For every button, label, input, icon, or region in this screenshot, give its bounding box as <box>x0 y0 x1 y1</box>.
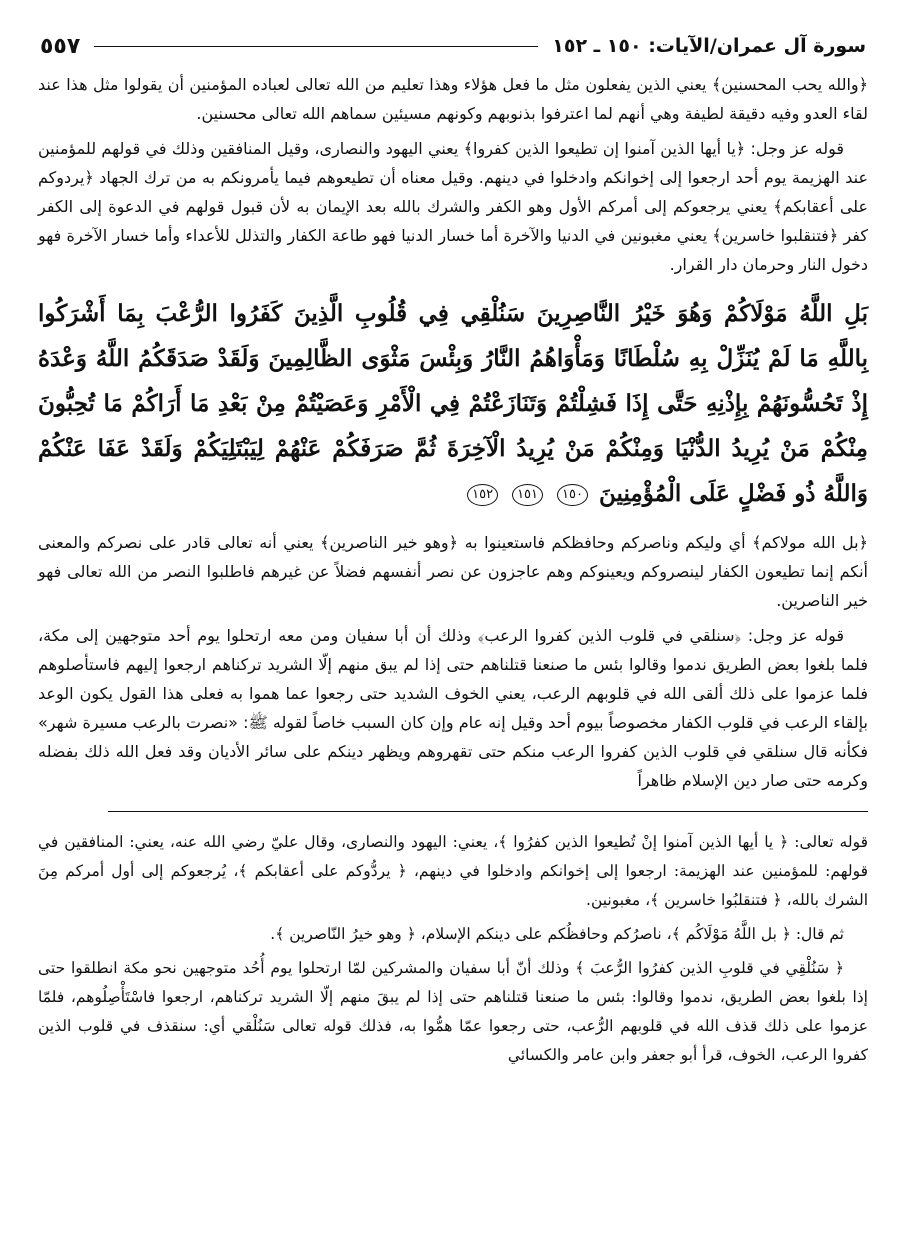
ayah-number-152: ١٥٢ <box>467 484 498 506</box>
quran-text: بَلِ اللَّهُ مَوْلَاكُمْ وَهُوَ خَيْرُ النَّاصِرِينَ سَنُلْقِي فِي قُلُوبِ الَّذِينَ كَفَرُوا الرُّعْبَ بِمَا أَشْرَكُوا بِاللَّهِ مَا لَمْ يُنَزِّلْ بِهِ سُلْطَانًا وَمَأْوَاهُمُ النَّارُ وَبِئْسَ مَثْوَى الظَّالِمِينَ وَلَقَدْ صَدَقَكُمُ اللَّهُ وَعْدَهُ إِذْ تَحُسُّونَهُمْ بِإِذْنِهِ حَتَّى إِذَا فَشِلْتُمْ وَتَنَازَعْتُمْ فِي الْأَمْرِ وَعَصَيْتُمْ مِنْ بَعْدِ مَا أَرَاكُمْ مَا تُحِبُّونَ مِنْكُمْ مَنْ يُرِيدُ الدُّنْيَا وَمِنْكُمْ مَنْ يُرِيدُ الْآخِرَةَ ثُمَّ صَرَفَكُمْ عَنْهُمْ لِيَبْتَلِيَكُمْ وَلَقَدْ عَفَا عَنْكُمْ وَاللَّهُ ذُو فَضْلٍ عَلَى الْمُؤْمِنِينَ <box>38 300 868 507</box>
surah-title: سورة آل عمران/الآيات: ١٥٠ ـ ١٥٢ <box>552 35 866 57</box>
page-content <box>38 70 868 1075</box>
footnote-paragraph: قوله تعالى: ﴿ يا أيها الذين آمنوا إنْ تُطيعوا الذين كفرُوا ﴾، يعني: اليهود والنصارى، وقال عليّ رضي الله عنه، يعني: المنافقين في قولهم: للمؤمنين عند الهزيمة: ارجعوا إلى إخوانكم وادخلوا في دينهم، ﴿ يردُّوكم على أعقابكم ﴾، يُرجعوكم إلى أول أمركم مِنَ الشرك بالله، ﴿ فتنقلبُوا خاسرين ﴾، مغبونين. <box>38 833 868 909</box>
footnote-paragraph: ثم قال: ﴿ بل اللَّهُ مَوْلَاكُم ﴾، ناصرُكم وحافظُكم على دينكم الإسلام، ﴿ وهو خيرُ النّاصرين ﴾. <box>270 925 844 943</box>
ayah-number-150: ١٥٠ <box>557 484 588 506</box>
page-header <box>40 30 866 62</box>
tafsir-paragraph: قوله عز وجل: ﴿يا أيها الذين آمنوا إن تطيعوا الذين كفروا﴾ يعني اليهود والنصارى، وقيل المنافقين وذلك في قولهم للمؤمنين عند الهزيمة يوم أحد ارجعوا إلى إخوانكم وادخلوا في دينهم. وقيل معناه أن تطيعوهم فيما يأمرونكم به من ترك الجهاد ﴿يردوكم على أعقابكم﴾ يعني يرجعوكم إلى أمركم الأول وهو الكفر والشرك بالله بعد الإيمان به لأن قبول قولهم في الدعوة إلى الكفر كفر ﴿فتنقلبوا خاسرين﴾ يعني مغبونين في الدنيا والآخرة أما خسار الدنيا فهو طاعة الكفار والتذلل للأعداء وأما خسار الآخرة فهو دخول النار وحرمان دار القرار. <box>38 139 868 274</box>
tafsir-paragraph: قوله عز وجل: ﴿سنلقي في قلوب الذين كفروا الرعب﴾ وذلك أن أبا سفيان ومن معه ارتحلوا يوم أحد متوجهين إلى مكة، فلما بلغوا بعض الطريق ندموا وقالوا بئس ما صنعنا قتلناهم حتى إذا لم يبق منهم إلّا الشريد تركناهم ارجعوا إليهم فاستأصلوهم فلما عزموا على ذلك ألقى الله في قلوبهم الرعب، يعني الخوف الشديد حتى رجعوا عما هموا به فعلى هذا القول يكون الوعد بإلقاء الرعب في قلوب الكفار مخصوصاً بيوم أحد وقيل إنه عام وإن كان السبب خاصاً لقوله ﷺ: «نصرت بالرعب مسيرة شهر» فكأنه قال سنلقي في قلوب الذين كفروا الرعب منكم حتى تقهروهم ويظهر دينكم على سائر الأديان وقد فعل الله ذلك بفضله وكرمه حتى صار دين الإسلام ظاهراً <box>38 626 868 790</box>
tafsir-paragraph: ﴿والله يحب المحسنين﴾ يعني الذين يفعلون مثل ما فعل هؤلاء وهذا تعليم من الله تعالى لعباده المؤمنين أن يقولوا مثل هذا عند لقاء العدو وفيه دقيقة لطيفة وهي أنهم لما اعترفوا بذنوبهم وكونهم مسيئين سماهم الله تعالى محسنين. <box>38 75 868 123</box>
footnote-paragraph: ﴿ سَنُلْقِي في قلوبِ الذين كفرُوا الرُّعبَ ﴾ وذلك أنّ أبا سفيان والمشركين لمّا ارتحلوا يوم أُحُد متوجهين نحو مكة انطلقوا حتى إذا بلغوا بعض الطريق، ندموا وقالوا: بئس ما صنعنا قتلناهم حتى إذا لم يبقَ منهم إلّا الشريد تركناهم، ارجعوا فاسْتَأْصِلُوهم، فلمّا عزموا على ذلك قذف الله في قلوبهم الرُّعب، حتى رجعوا عمّا همُّوا به، فذلك قوله تعالى سَنُلْقي أي: سنقذف في قلوب الذين كفروا الرعب، الخوف، قرأ أبو جعفر وابن عامر والكسائي <box>38 959 868 1064</box>
ayah-number-151: ١٥١ <box>512 484 543 506</box>
footnote-separator <box>108 811 868 812</box>
header-rule <box>94 46 538 47</box>
page-number: ٥٥٧ <box>40 33 81 59</box>
quran-verses <box>38 291 868 516</box>
tafsir-paragraph: ﴿بل الله مولاكم﴾ أي وليكم وناصركم وحافظكم فاستعينوا به ﴿وهو خير الناصرين﴾ يعني أنه تعالى قادر على نصركم والمعنى أنكم إنما تطيعون الكفار لينصروكم ويعينوكم وهم عاجزون عن نصر أنفسهم فضلاً عن غيرهم فاطلبوا النصر من الله تعالى فهو خير الناصرين. <box>38 533 868 610</box>
